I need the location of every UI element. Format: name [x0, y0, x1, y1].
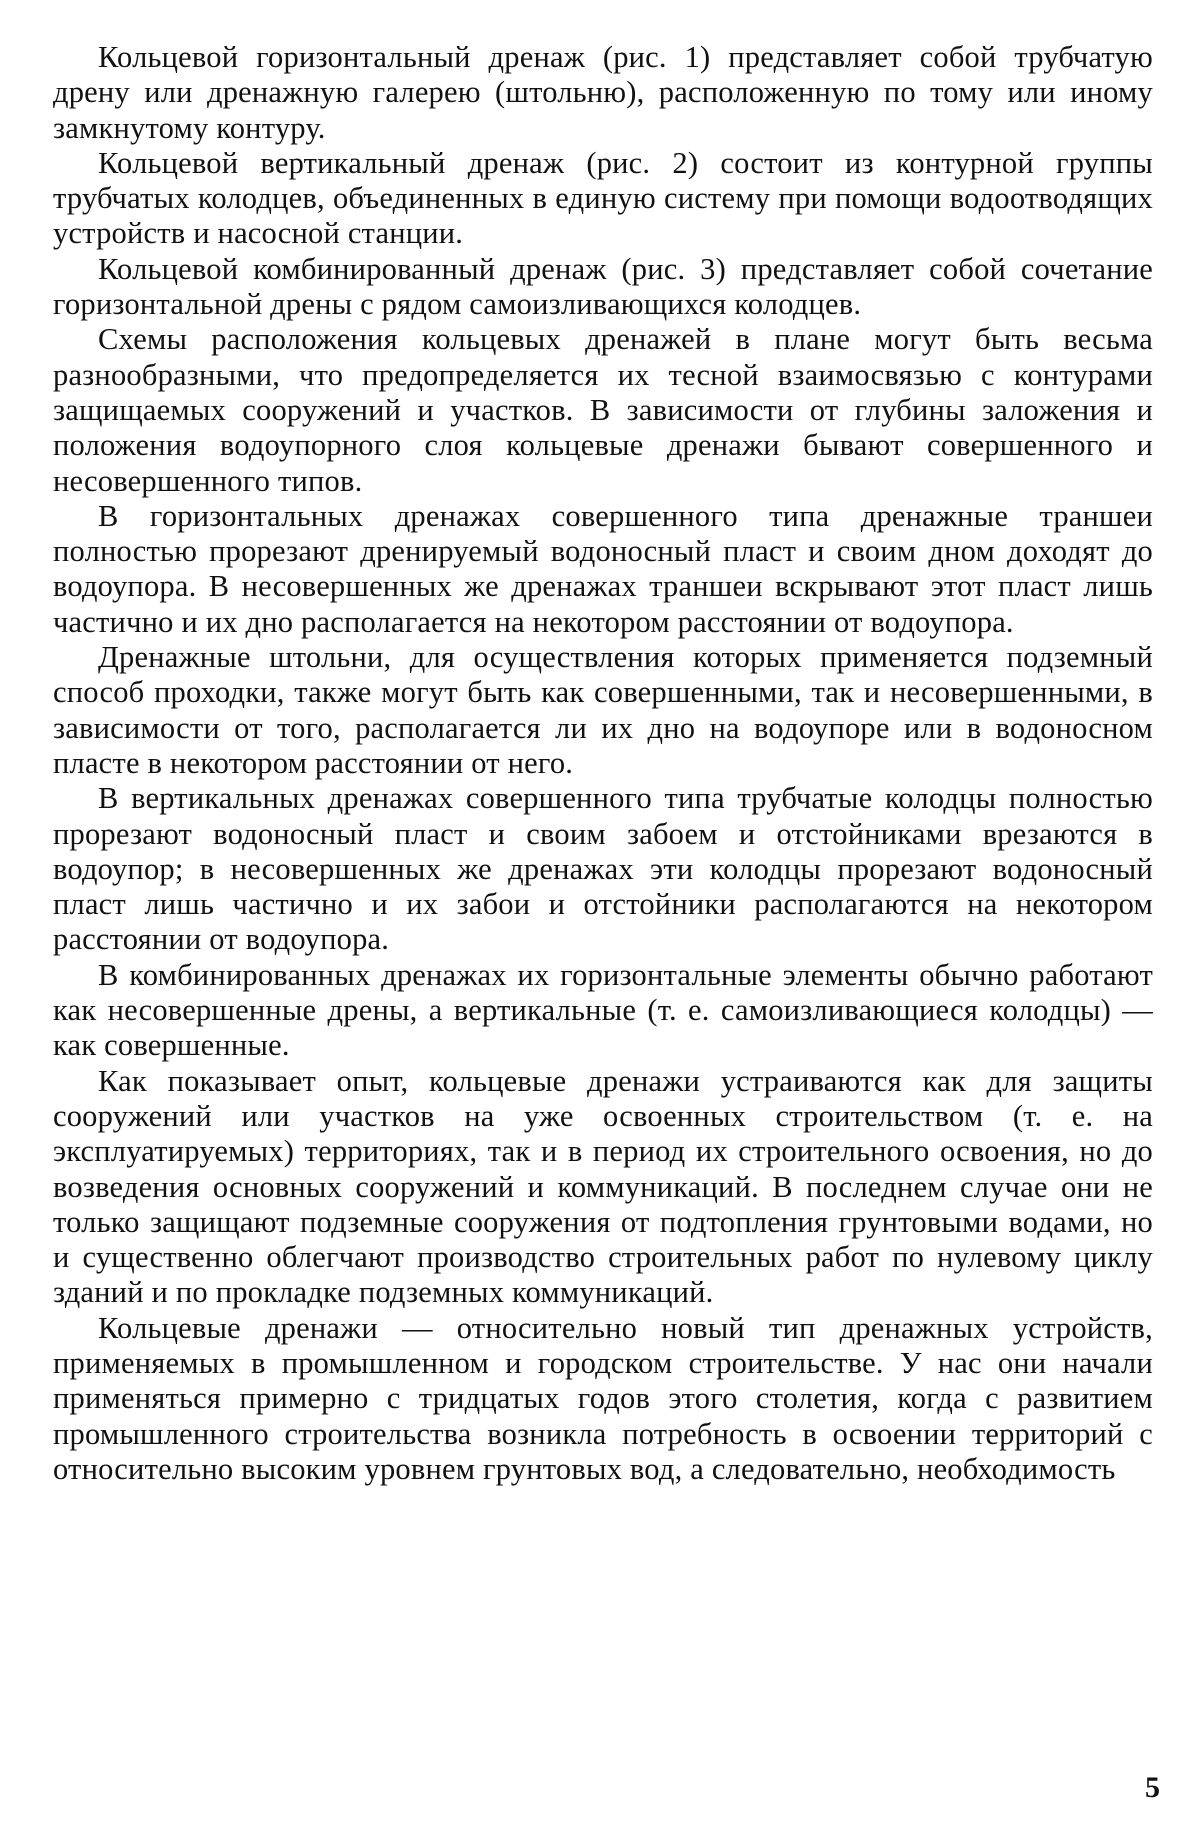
paragraph-ring-combined-drainage: Кольцевой комбинированный дренаж (рис. 3) представляет собой сочетание горизонтальной дрены с рядом самоизливающихся колодцев. [53, 251, 1153, 322]
page-body [53, 40, 1153, 1487]
paragraph-experience: Как показывает опыт, кольцевые дренажи устраиваются как для защиты сооружений или участков на уже освоенных строительством (т. е. на эксплуатируемых) территориях, так и в период их строительного освоения, но до возведения основных сооружений и коммуникаций. В последнем случае они не только защищают подземные сооружения от подтопления грунтовыми водами, но и существенно облегчают производство строительных работ по нулевому циклу зданий и по прокладке подземных коммуникаций. [53, 1063, 1153, 1310]
paragraph-combined-elements: В комбинированных дренажах их горизонтальные элементы обычно работают как несовершенные дрены, а вертикальные (т. е. самоизливающиеся колодцы) — как совершенные. [53, 957, 1153, 1063]
paragraph-vertical-complete-type: В вертикальных дренажах совершенного типа трубчатые колодцы полностью прорезают водоносный пласт и своим забоем и отстойниками врезаются в водоупор; в несовершенных же дренажах эти колодцы прорезают водоносный пласт лишь частично и их забои и отстойники располагаются на некотором расстоянии от водоупора. [53, 781, 1153, 957]
paragraph-ring-horizontal-drainage: Кольцевой горизонтальный дренаж (рис. 1) представляет собой трубчатую дрену или дренажную галерею (штольню), расположенную по тому или иному замкнутому контуру. [53, 40, 1153, 145]
paragraph-horizontal-complete-type: В горизонтальных дренажах совершенного типа дренажные траншеи полностью прорезают дренируемый водоносный пласт и своим дном доходят до водоупора. В несовершенных же дренажах траншеи вскрывают этот пласт лишь частично и их дно располагается на некотором расстоянии от водоупора. [53, 498, 1153, 639]
paragraph-history: Кольцевые дренажи — относительно новый тип дренажных устройств, применяемых в промышленном и городском строительстве. У нас они начали применяться примерно с тридцатых годов этого столетия, когда с развитием промышленного строительства возникла потребность в освоении территорий с относительно высоким уровнем грунтовых вод, а следовательно, необходимость [53, 1310, 1153, 1486]
paragraph-layout-schemes: Схемы расположения кольцевых дренажей в плане могут быть весьма разнообразными, что предопределяется их тесной взаимосвязью с контурами защищаемых сооружений и участков. В зависимости от глубины заложения и положения водоупорного слоя кольцевые дренажи бывают совершенного и несовершенного типов. [53, 322, 1153, 498]
paragraph-drainage-galleries: Дренажные штольни, для осуществления которых применяется подземный способ проходки, также могут быть как совершенными, так и несовершенными, в зависимости от того, располагается ли их дно на водоупоре или в водоносном пласте в некотором расстоянии от него. [53, 640, 1153, 780]
page-number: 5 [1145, 1771, 1160, 1804]
paragraph-ring-vertical-drainage: Кольцевой вертикальный дренаж (рис. 2) состоит из контурной группы трубчатых колодцев, объединенных в единую систему при помощи водоотводящих устройств и насосной станции. [53, 145, 1153, 251]
